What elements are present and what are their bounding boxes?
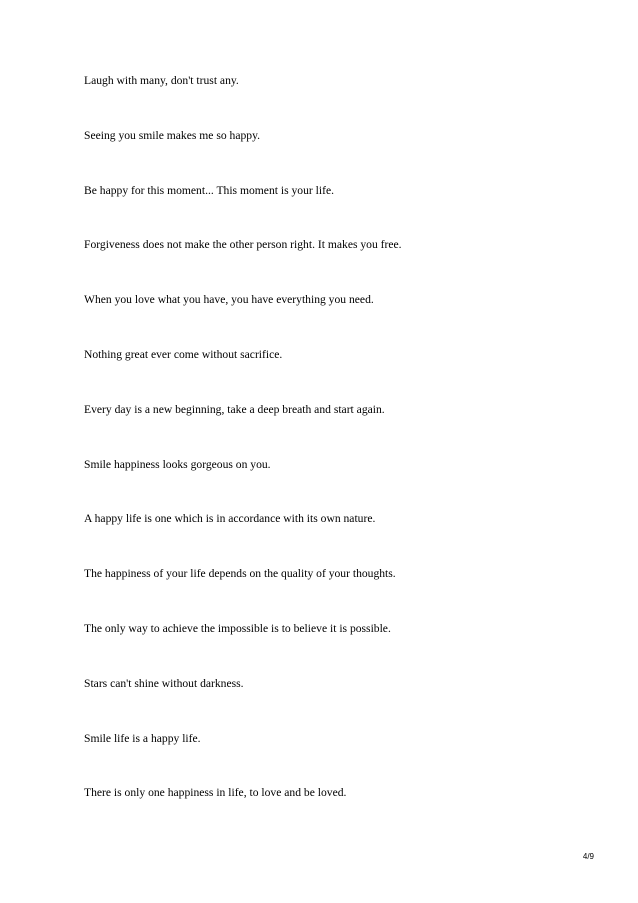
page-number: 4/9 — [582, 852, 594, 861]
quote-line: Seeing you smile makes me so happy. — [84, 128, 261, 142]
quote-line: A happy life is one which is in accordance with its own nature. — [84, 512, 376, 526]
quote-list — [84, 72, 402, 839]
quote-line: Be happy for this moment... This moment is your life. — [84, 183, 334, 197]
quote-line: Every day is a new beginning, take a deep breath and start again. — [84, 402, 385, 416]
quote-line: The happiness of your life depends on the quality of your thoughts. — [84, 567, 396, 581]
quote-line: Laugh with many, don't trust any. — [84, 74, 239, 87]
quote-line: Nothing great ever come without sacrifice. — [84, 347, 283, 361]
quote-line: Smile happiness looks gorgeous on you. — [84, 457, 271, 471]
quote-line: When you love what you have, you have everything you need. — [84, 293, 374, 307]
quote-line: Stars can't shine without darkness. — [84, 676, 244, 690]
quote-line: Forgiveness does not make the other person right. It makes you free. — [84, 238, 402, 252]
quote-line: There is only one happiness in life, to love and be loved. — [84, 786, 347, 800]
quote-line: Smile life is a happy life. — [84, 731, 201, 745]
quote-line: The only way to achieve the impossible is to believe it is possible. — [84, 621, 391, 635]
